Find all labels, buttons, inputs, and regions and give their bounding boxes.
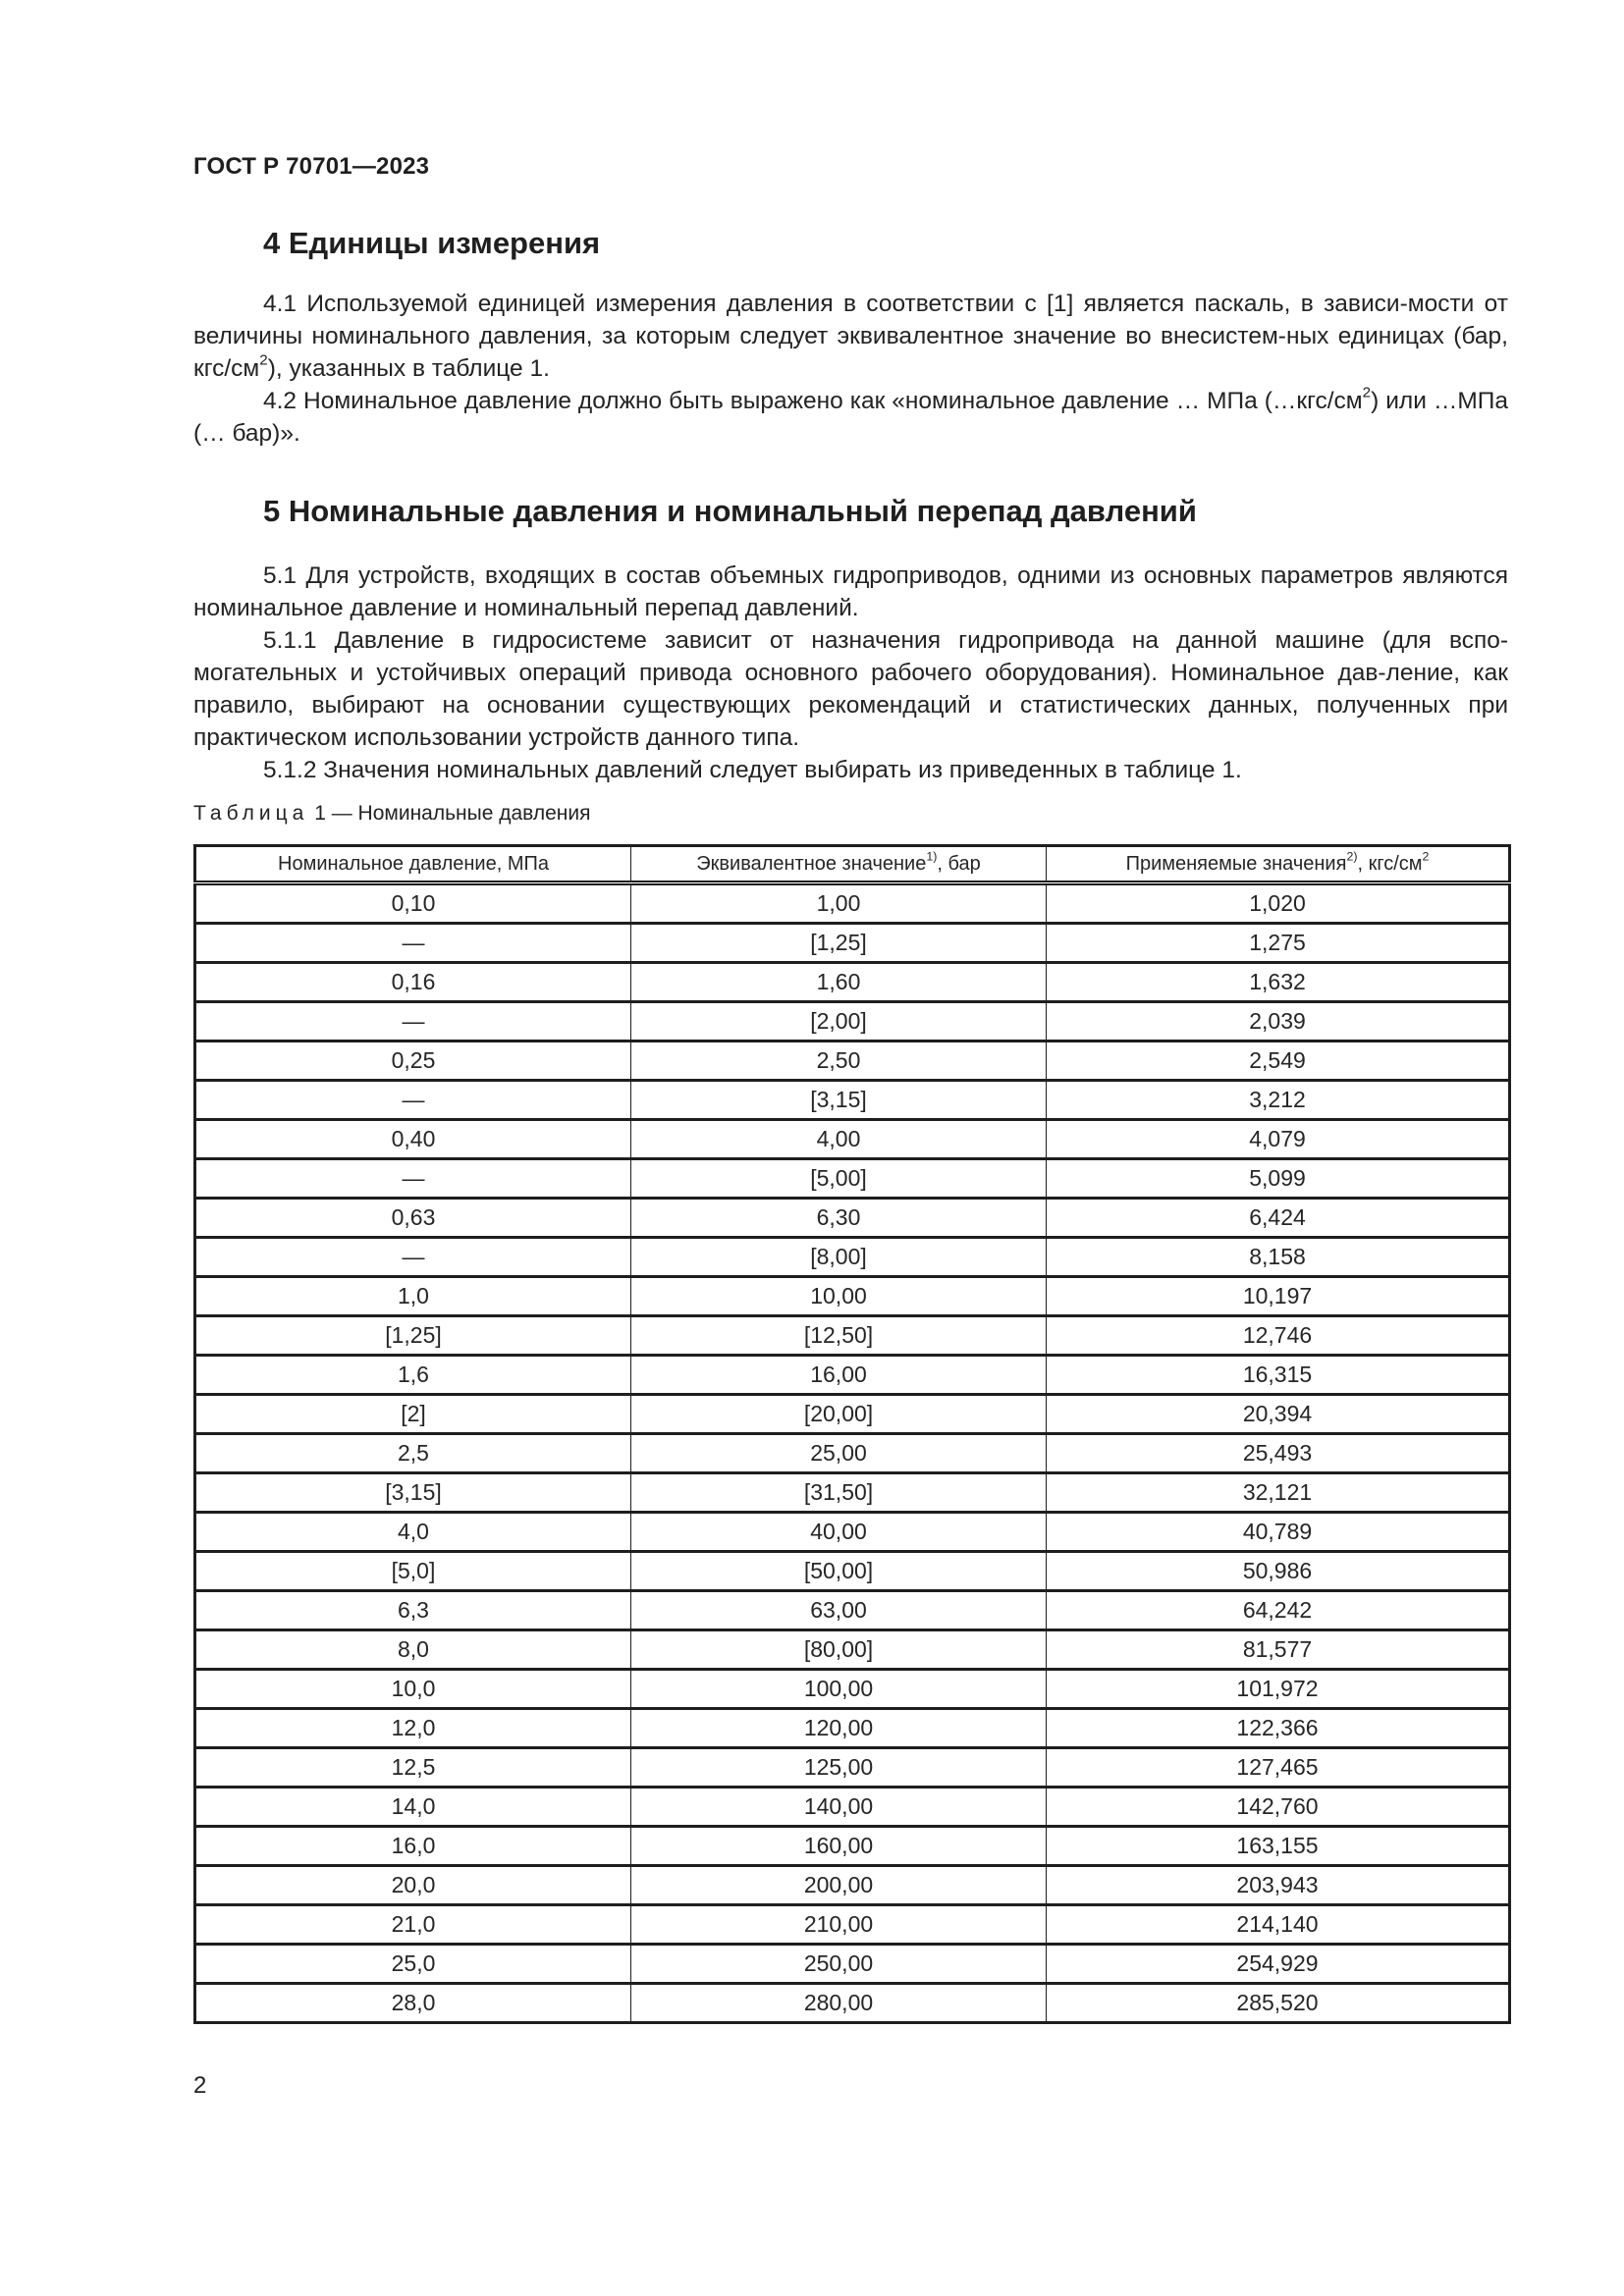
cell-equivalent-value: 2,50 [631, 1041, 1047, 1081]
cell-equivalent-value: [12,50] [631, 1316, 1047, 1356]
cell-nominal-pressure: — [195, 1002, 631, 1041]
table-caption-title: — Номинальные давления [331, 802, 591, 825]
table-row [195, 963, 1510, 1002]
cell-nominal-pressure: 8,0 [195, 1630, 631, 1670]
column-header-applied-values [1047, 846, 1510, 883]
cell-nominal-pressure: 10,0 [195, 1670, 631, 1709]
cell-applied-value: 122,366 [1047, 1709, 1510, 1748]
superscript: 2 [1422, 849, 1430, 864]
table-row [195, 1120, 1510, 1159]
section-5-body [193, 560, 1508, 786]
cell-nominal-pressure: — [195, 924, 631, 963]
cell-equivalent-value: [5,00] [631, 1159, 1047, 1199]
cell-equivalent-value: 10,00 [631, 1277, 1047, 1316]
cell-equivalent-value: 1,00 [631, 883, 1047, 924]
column-header-unit: , кгс/см [1357, 852, 1423, 875]
cell-equivalent-value: 200,00 [631, 1866, 1047, 1905]
cell-applied-value: 1,020 [1047, 883, 1510, 924]
cell-nominal-pressure: 16,0 [195, 1827, 631, 1866]
cell-nominal-pressure: 0,25 [195, 1041, 631, 1081]
cell-equivalent-value: 6,30 [631, 1199, 1047, 1238]
table-row [195, 1238, 1510, 1277]
cell-nominal-pressure: [3,15] [195, 1473, 631, 1513]
table-row [195, 1591, 1510, 1630]
paragraph-4-2 [193, 385, 1508, 450]
cell-nominal-pressure: 0,16 [195, 963, 631, 1002]
cell-nominal-pressure: 6,3 [195, 1591, 631, 1630]
cell-equivalent-value: 100,00 [631, 1670, 1047, 1709]
cell-applied-value: 3,212 [1047, 1081, 1510, 1120]
cell-applied-value: 127,465 [1047, 1748, 1510, 1788]
cell-applied-value: 4,079 [1047, 1120, 1510, 1159]
paragraph-5-1-2: 5.1.2 Значения номинальных давлений следует выбирать из приведенных в таблице 1. [263, 757, 1242, 783]
paragraph-4-1 [193, 288, 1508, 385]
cell-nominal-pressure: 0,10 [195, 883, 631, 924]
table-row [195, 1434, 1510, 1473]
table-row [195, 1316, 1510, 1356]
cell-applied-value: 40,789 [1047, 1513, 1510, 1552]
cell-equivalent-value: 140,00 [631, 1788, 1047, 1827]
table-row [195, 1081, 1510, 1120]
cell-applied-value: 142,760 [1047, 1788, 1510, 1827]
cell-nominal-pressure: 25,0 [195, 1945, 631, 1984]
column-header-label: Эквивалентное значение [696, 852, 927, 875]
section-4-body [193, 288, 1508, 450]
cell-equivalent-value: 210,00 [631, 1905, 1047, 1945]
cell-equivalent-value: 125,00 [631, 1748, 1047, 1788]
cell-applied-value: 32,121 [1047, 1473, 1510, 1513]
table-row [195, 1827, 1510, 1866]
cell-nominal-pressure: 14,0 [195, 1788, 631, 1827]
column-header-label: Применяемые значения [1125, 852, 1347, 875]
cell-applied-value: 20,394 [1047, 1395, 1510, 1434]
cell-nominal-pressure: — [195, 1081, 631, 1120]
table-row [195, 1002, 1510, 1041]
column-header-label: Номинальное давление, МПа [278, 852, 549, 875]
cell-equivalent-value: 16,00 [631, 1356, 1047, 1395]
table-row [195, 883, 1510, 924]
paragraph-5-1: 5.1 Для устройств, входящих в состав объемных гидроприводов, одними из основных параметров являются номинальное давление и номинальный перепад давлений. [193, 562, 1508, 621]
cell-equivalent-value: 280,00 [631, 1984, 1047, 2023]
table-row [195, 1356, 1510, 1395]
table-header-row [195, 846, 1510, 883]
table-row [195, 924, 1510, 963]
table-row [195, 1788, 1510, 1827]
cell-equivalent-value: 63,00 [631, 1591, 1047, 1630]
cell-equivalent-value: 4,00 [631, 1120, 1047, 1159]
table-row [195, 1199, 1510, 1238]
cell-nominal-pressure: 12,5 [195, 1748, 631, 1788]
cell-nominal-pressure: [5,0] [195, 1552, 631, 1591]
cell-applied-value: 5,099 [1047, 1159, 1510, 1199]
table-row [195, 1041, 1510, 1081]
cell-applied-value: 64,242 [1047, 1591, 1510, 1630]
cell-equivalent-value: 250,00 [631, 1945, 1047, 1984]
column-header-equivalent-value [631, 846, 1047, 883]
superscript: 2 [259, 351, 268, 369]
cell-nominal-pressure: 0,40 [195, 1120, 631, 1159]
superscript: 2 [1362, 384, 1372, 401]
cell-applied-value: 203,943 [1047, 1866, 1510, 1905]
paragraph-text: ), указанных в таблице 1. [267, 355, 550, 382]
section-5-heading: 5 Номинальные давления и номинальный перепад давлений [263, 494, 1197, 528]
cell-applied-value: 8,158 [1047, 1238, 1510, 1277]
paragraph-text: ) или …МПа (… бар)». [193, 388, 1508, 447]
cell-nominal-pressure: — [195, 1159, 631, 1199]
column-header-unit: , бар [937, 852, 981, 875]
table-body [195, 883, 1510, 2023]
paragraph-5-1-1: 5.1.1 Давление в гидросистеме зависит от назначения гидропривода на данной машине (для вспо-могательных и устойчивых операций привода основного рабочего оборудования). Номинальное дав-ление, как правило, выбирают на основании существующих рекомендаций и статистических данных, полученных при практическом использовании устройств данного типа. [193, 627, 1508, 751]
cell-nominal-pressure: [1,25] [195, 1316, 631, 1356]
cell-equivalent-value: [20,00] [631, 1395, 1047, 1434]
table-row [195, 1395, 1510, 1434]
table-row [195, 1709, 1510, 1748]
table-row [195, 1277, 1510, 1316]
table-caption-label: Таблица [193, 802, 309, 825]
page-number: 2 [193, 2072, 207, 2099]
cell-applied-value: 16,315 [1047, 1356, 1510, 1395]
cell-nominal-pressure: 12,0 [195, 1709, 631, 1748]
cell-nominal-pressure: 2,5 [195, 1434, 631, 1473]
cell-nominal-pressure: 28,0 [195, 1984, 631, 2023]
footnote-marker: 2) [1346, 849, 1358, 864]
cell-equivalent-value: [31,50] [631, 1473, 1047, 1513]
cell-equivalent-value: 160,00 [631, 1827, 1047, 1866]
cell-equivalent-value: [3,15] [631, 1081, 1047, 1120]
table-row [195, 1159, 1510, 1199]
cell-nominal-pressure: [2] [195, 1395, 631, 1434]
cell-applied-value: 254,929 [1047, 1945, 1510, 1984]
cell-nominal-pressure: 1,6 [195, 1356, 631, 1395]
table-row [195, 1670, 1510, 1709]
section-4-heading: 4 Единицы измерения [263, 226, 601, 260]
cell-nominal-pressure: 4,0 [195, 1513, 631, 1552]
cell-applied-value: 6,424 [1047, 1199, 1510, 1238]
footnote-marker: 1) [926, 849, 938, 864]
cell-applied-value: 2,549 [1047, 1041, 1510, 1081]
cell-nominal-pressure: 1,0 [195, 1277, 631, 1316]
table-row [195, 1473, 1510, 1513]
cell-equivalent-value: [50,00] [631, 1552, 1047, 1591]
table-row [195, 1866, 1510, 1905]
table-caption-number: 1 [314, 802, 326, 825]
column-header-nominal-pressure [195, 846, 631, 883]
table-row [195, 1748, 1510, 1788]
paragraph-text: 4.2 Номинальное давление должно быть выражено как «номинальное давление … МПа (…кгс/см [263, 388, 1363, 414]
cell-equivalent-value: [2,00] [631, 1002, 1047, 1041]
cell-equivalent-value: 1,60 [631, 963, 1047, 1002]
paragraph-text: 4.1 Используемой единицей измерения давления в соответствии с [1] является паскаль, в зависи-мости от величины номинального давления, за которым следует эквивалентное значение во внесистем-ных единицах (бар, кгс/см [193, 291, 1508, 382]
cell-applied-value: 81,577 [1047, 1630, 1510, 1670]
cell-applied-value: 12,746 [1047, 1316, 1510, 1356]
cell-applied-value: 1,275 [1047, 924, 1510, 963]
cell-applied-value: 101,972 [1047, 1670, 1510, 1709]
cell-nominal-pressure: 20,0 [195, 1866, 631, 1905]
cell-applied-value: 1,632 [1047, 963, 1510, 1002]
cell-equivalent-value: [1,25] [631, 924, 1047, 963]
table-row [195, 1984, 1510, 2023]
cell-equivalent-value: 25,00 [631, 1434, 1047, 1473]
table-row [195, 1513, 1510, 1552]
cell-applied-value: 25,493 [1047, 1434, 1510, 1473]
cell-applied-value: 10,197 [1047, 1277, 1510, 1316]
cell-applied-value: 214,140 [1047, 1905, 1510, 1945]
table-caption [193, 802, 590, 826]
cell-nominal-pressure: 21,0 [195, 1905, 631, 1945]
table-row [195, 1905, 1510, 1945]
nominal-pressures-table [193, 844, 1511, 2024]
cell-nominal-pressure: 0,63 [195, 1199, 631, 1238]
cell-applied-value: 2,039 [1047, 1002, 1510, 1041]
table-row [195, 1630, 1510, 1670]
cell-equivalent-value: [80,00] [631, 1630, 1047, 1670]
cell-equivalent-value: 120,00 [631, 1709, 1047, 1748]
cell-applied-value: 163,155 [1047, 1827, 1510, 1866]
nominal-pressures-table-container [193, 844, 1508, 2024]
cell-equivalent-value: 40,00 [631, 1513, 1047, 1552]
table-row [195, 1552, 1510, 1591]
table-row [195, 1945, 1510, 1984]
cell-applied-value: 50,986 [1047, 1552, 1510, 1591]
cell-nominal-pressure: — [195, 1238, 631, 1277]
cell-equivalent-value: [8,00] [631, 1238, 1047, 1277]
document-code-header: ГОСТ Р 70701—2023 [193, 153, 430, 180]
cell-applied-value: 285,520 [1047, 1984, 1510, 2023]
